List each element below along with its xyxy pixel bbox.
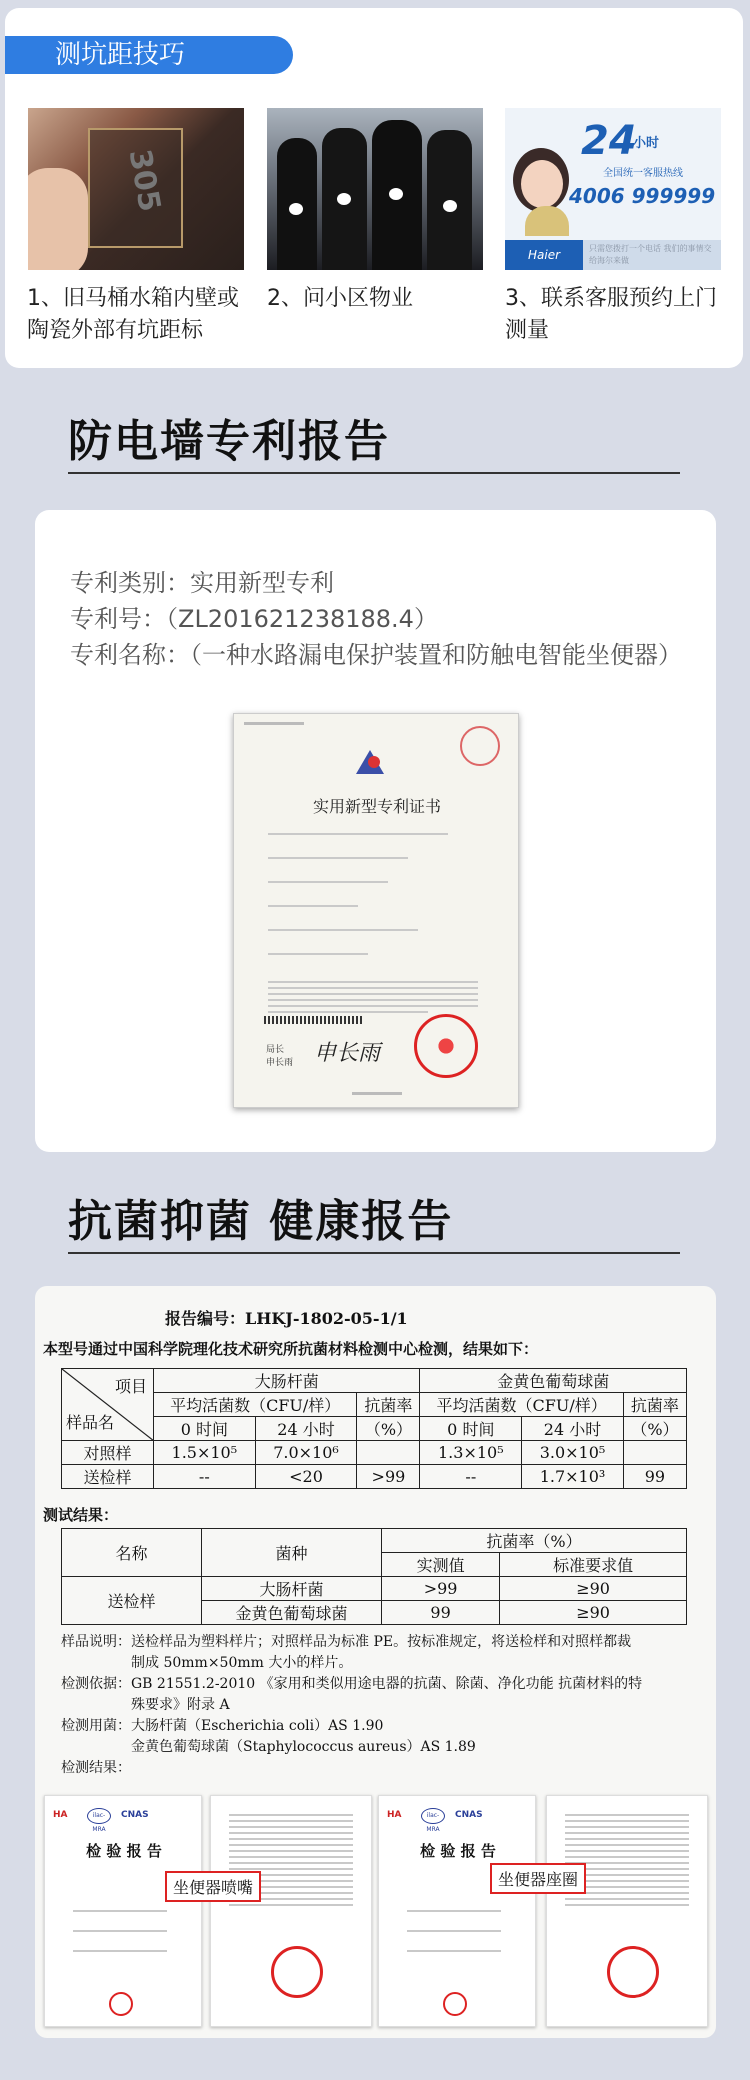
report-number: 报告编号：LHKJ-1802-05-1/1 [165, 1309, 408, 1328]
patent-number: 专利号：（ZL201621238188.4） [70, 605, 438, 633]
antibacterial-rate-table: 名称 菌种 抗菌率（%） 实测值 标准要求值 送检样 大肠杆菌 >99 ≥90 金黄色葡萄球菌 99 ≥90 [61, 1528, 687, 1625]
table-row: 对照样 1.5×10⁵ 7.0×10⁶ 1.3×10⁵ 3.0×10⁵ [62, 1441, 687, 1465]
table-row: 送检样 -- <20 >99 -- 1.7×10³ 99 [62, 1465, 687, 1489]
tip-caption-2: 2、问小区物业 [267, 286, 413, 311]
cert-red-seal [414, 1014, 478, 1078]
cnas-logo: CNAS [121, 1810, 149, 1820]
tip-caption-3: 3、联系客服预约上门测量 [505, 286, 717, 343]
patent-heading: 防电墙专利报告 [68, 416, 390, 467]
hotline-ad: 24 小时 全国统一客服热线 4006 999999 Haier 只需您拨打一个电话 我们的事情交给海尔来做 [505, 108, 721, 270]
antibacterial-heading: 抗菌抑菌 健康报告 [68, 1196, 454, 1247]
haier-logo: Haier [505, 240, 583, 270]
cert-barcode [264, 1016, 364, 1024]
report-red-seal [271, 1946, 323, 1998]
agent-face [521, 160, 563, 208]
ha-logo: HA [53, 1810, 68, 1820]
patent-certificate-image: 实用新型专利证书 局长 申长雨 申长雨 [233, 713, 519, 1108]
table-row: 金黄色葡萄球菌 99 ≥90 [62, 1601, 687, 1625]
seat-callout: 坐便器座圈 [490, 1863, 586, 1894]
bacteria-count-table: 项目 样品名 大肠杆菌 金黄色葡萄球菌 平均活菌数（CFU/样） 抗菌率 平均活菌数（CFU/样） 抗菌率 0 时间 24 小时 （%） 0 时间 24 小时 （%） 对照样 1.5×10⁵ 7.0×10⁶ 1.3×10⁵ 3.0×10⁵ 送检样 -- <20 >99 -- 1.7×10³ 99 [61, 1368, 687, 1489]
patent-heading-rule [68, 472, 680, 474]
cover-title: 检 验 报 告 [86, 1842, 162, 1860]
nozzle-callout: 坐便器喷嘴 [165, 1871, 261, 1902]
hotline-number: 4006 999999 [569, 184, 716, 208]
report-intro: 本型号通过中国科学院理化技术研究所抗菌材料检测中心检测，结果如下： [43, 1340, 539, 1358]
report-seal [109, 1992, 133, 2016]
cert-title: 实用新型专利证书 [312, 797, 441, 816]
tips-tab-label: 测坑距技巧 [5, 36, 293, 74]
group-e-coli: 大肠杆菌 [154, 1369, 420, 1393]
table1-corner: 项目 样品名 [62, 1369, 154, 1441]
finger-shape [28, 168, 88, 270]
nozzle-report-page [210, 1795, 372, 2027]
hotline-24: 24 [581, 118, 637, 164]
tip-caption-1: 1、旧马桶水箱内壁或陶瓷外部有坑距标 [27, 286, 239, 343]
property-staff-photo [267, 108, 483, 270]
patent-office-emblem [352, 746, 388, 778]
nozzle-report-cover [44, 1795, 202, 2027]
report-notes: 样品说明：送检样品为塑料样片；对照样品为标准 PE。按标准规定，将送检样和对照样都裁 制成 50mm×50mm 大小的样片。 检测依据：GB 21551.2-2010 《家用和类似用途电器的抗菌、除菌、净化功能 抗菌材料的特 殊要求》附录 A 检测用菌：大肠杆菌（Escherichia coli）AS 1.90 金黄色葡萄球菌（Staphylococcus aureus）AS 1.89 检测结果： [61, 1634, 643, 1776]
cert-body-lines [260, 829, 490, 1017]
ilac-logo: ilac-MRA [87, 1808, 111, 1824]
antibacterial-heading-rule [68, 1252, 680, 1254]
patent-category: 专利类别：实用新型专利 [70, 569, 334, 597]
pit-distance-tips-card [5, 8, 743, 368]
marking-number: 305 [121, 146, 167, 215]
test-result-label: 测试结果： [43, 1506, 119, 1524]
cert-top-seal [460, 726, 500, 766]
patent-title: 专利名称：（一种水路漏电保护装置和防触电智能坐便器） [70, 641, 682, 669]
seat-report-page [546, 1795, 708, 2027]
table-row: 送检样 大肠杆菌 >99 ≥90 [62, 1577, 687, 1601]
cert-signature: 申长雨 [314, 1041, 381, 1066]
seat-report-cover: HA ilac-MRA CNAS 检 验 报 告 [378, 1795, 536, 2027]
group-staph: 金黄色葡萄球菌 [420, 1369, 687, 1393]
tank-marking-photo [28, 108, 244, 270]
